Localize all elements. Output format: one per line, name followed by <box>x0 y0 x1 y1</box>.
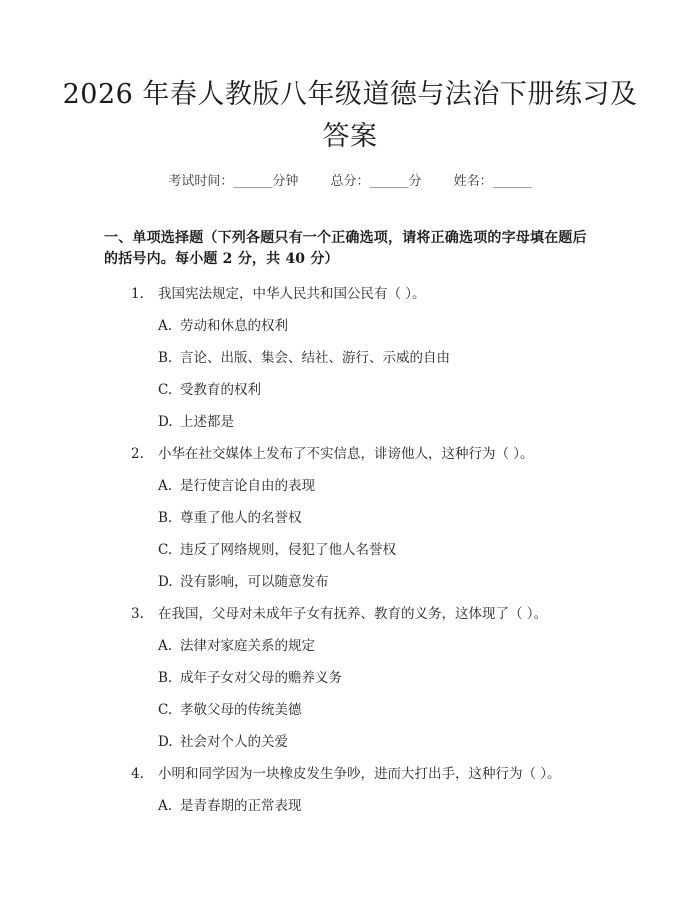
option-text: 受教育的权利 <box>180 382 261 398</box>
option-text: 成年子女对父母的赡养义务 <box>180 670 342 686</box>
question-3-option-d <box>158 730 288 750</box>
question-1 <box>131 282 426 302</box>
option-text: 法律对家庭关系的规定 <box>180 638 315 654</box>
option-text: 是行使言论自由的表现 <box>180 478 315 494</box>
question-text: 我国宪法规定，中华人民共和国公民有（ ）。 <box>158 286 426 302</box>
question-4-option-a <box>158 794 302 814</box>
option-text: 没有影响，可以随意发布 <box>180 574 329 590</box>
question-1-option-c <box>158 378 261 398</box>
exam-time-label: 考试时间：______分钟 <box>168 174 299 189</box>
question-3-option-a <box>158 634 315 654</box>
option-text: 劳动和休息的权利 <box>180 318 288 334</box>
option-letter: A. <box>158 478 173 494</box>
question-4 <box>131 762 561 782</box>
option-letter: C. <box>158 702 173 718</box>
question-1-option-a <box>158 314 288 334</box>
option-text: 是青春期的正常表现 <box>180 798 302 814</box>
option-text: 违反了网络规则，侵犯了他人名誉权 <box>180 542 396 558</box>
option-letter: C. <box>158 382 173 398</box>
question-text: 小明和同学因为一块橡皮发生争吵，进而大打出手，这种行为（ ）。 <box>158 766 561 782</box>
question-number: 3. <box>131 606 144 622</box>
option-text: 孝敬父母的传统美德 <box>180 702 302 718</box>
question-3-option-b <box>158 666 342 686</box>
exam-meta <box>0 170 700 189</box>
option-letter: C. <box>158 542 173 558</box>
option-text: 上述都是 <box>180 414 234 430</box>
option-text: 尊重了他人的名誉权 <box>180 510 302 526</box>
question-2-option-c <box>158 538 396 558</box>
question-2-option-b <box>158 506 302 526</box>
option-letter: A. <box>158 318 173 334</box>
option-letter: A. <box>158 638 173 654</box>
question-1-option-b <box>158 346 450 366</box>
option-letter: D. <box>158 574 173 590</box>
option-letter: A. <box>158 798 173 814</box>
question-3 <box>131 602 547 622</box>
question-number: 2. <box>131 446 144 462</box>
option-letter: B. <box>158 350 173 366</box>
option-text: 社会对个人的关爱 <box>180 734 288 750</box>
option-text: 言论、出版、集会、结社、游行、示威的自由 <box>180 350 450 366</box>
student-name-label: 姓名：______ <box>453 174 532 189</box>
option-letter: B. <box>158 510 173 526</box>
question-3-option-c <box>158 698 302 718</box>
question-2 <box>131 442 534 462</box>
question-2-option-d <box>158 570 329 590</box>
question-number: 4. <box>131 766 144 782</box>
question-2-option-a <box>158 474 315 494</box>
question-number: 1. <box>131 286 144 302</box>
option-letter: B. <box>158 670 173 686</box>
question-1-option-d <box>158 410 234 430</box>
section-heading: 一、单项选择题（下列各题只有一个正确选项，请将正确选项的字母填在题后的括号内。每小题 2 分，共 40 分） <box>104 230 587 267</box>
document-title: 2026 年春人教版八年级道德与法治下册练习及答案 <box>62 79 638 152</box>
total-score-label: 总分：______分 <box>330 174 422 189</box>
question-text: 小华在社交媒体上发布了不实信息，诽谤他人，这种行为（ ）。 <box>158 446 534 462</box>
option-letter: D. <box>158 734 173 750</box>
question-text: 在我国，父母对未成年子女有抚养、教育的义务，这体现了（ ）。 <box>158 606 548 622</box>
option-letter: D. <box>158 414 173 430</box>
